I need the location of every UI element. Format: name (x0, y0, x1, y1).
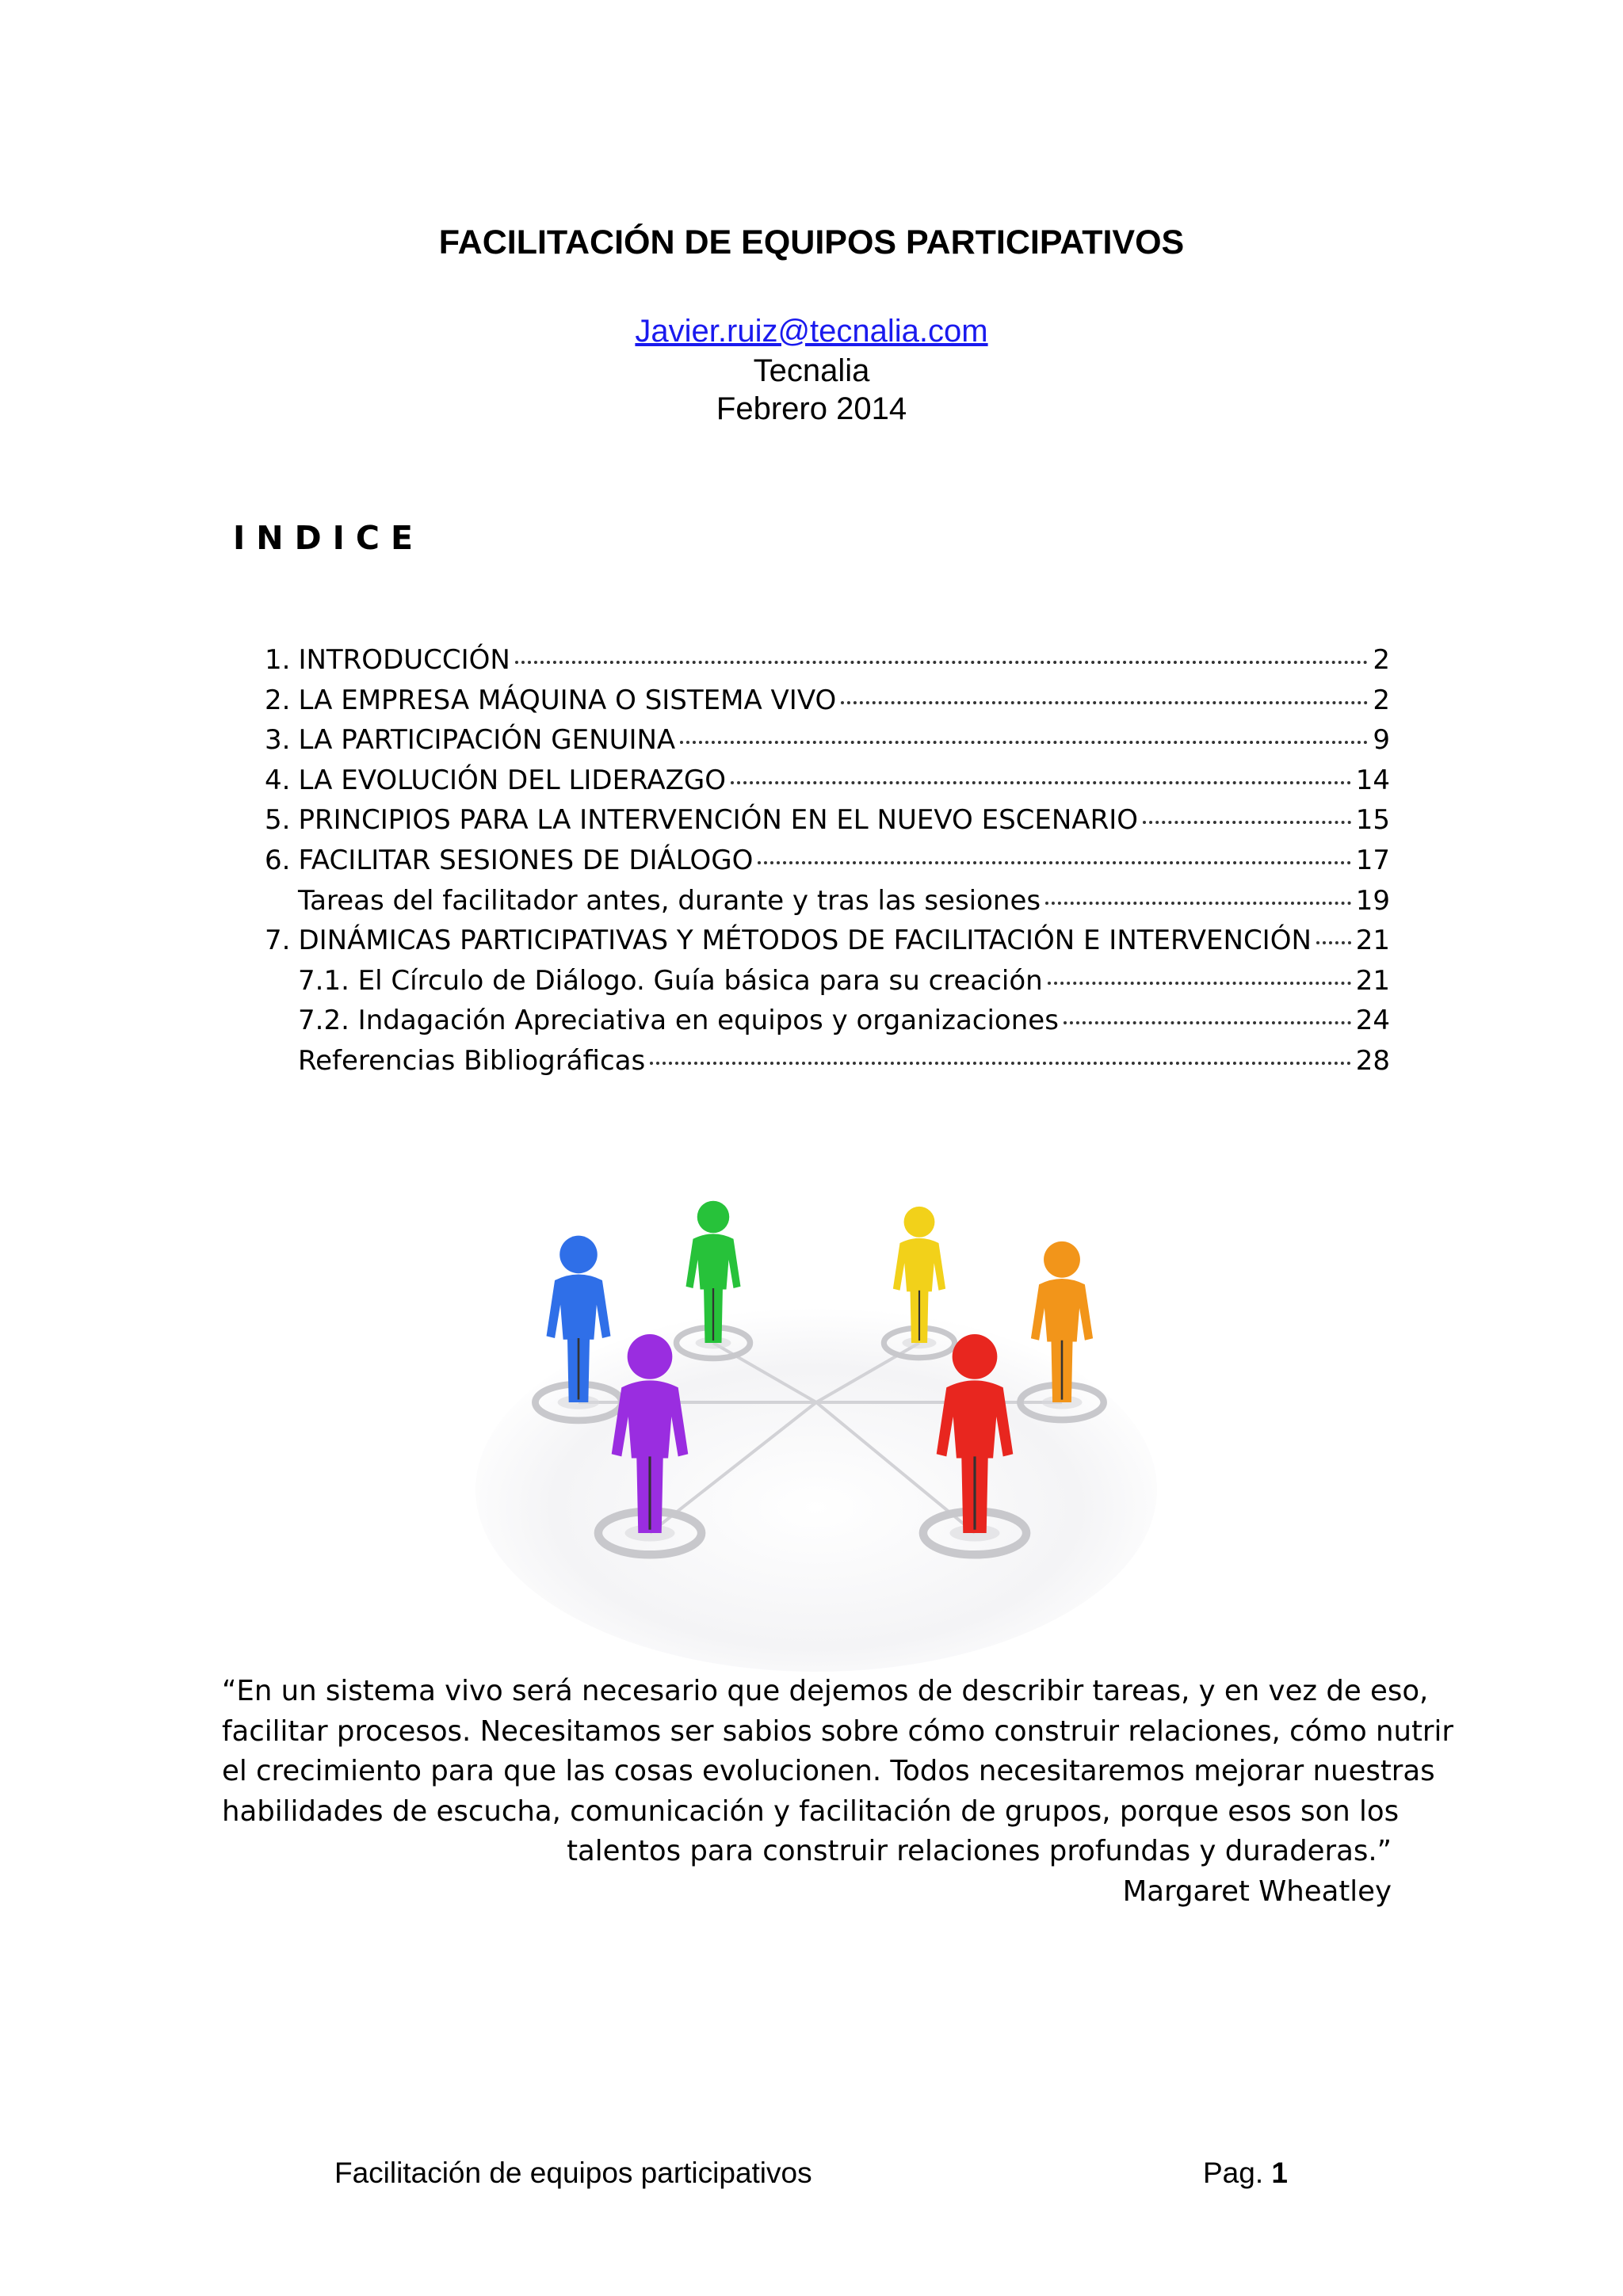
toc-dot-leader (1045, 879, 1351, 905)
toc-dot-leader (650, 1039, 1351, 1065)
page-number-value: 1 (1271, 2157, 1288, 2189)
quote-line: “En un sistema vivo será necesario que dejemos de describir tareas, y en vez de eso, (222, 1675, 1429, 1707)
quote-line: talentos para construir relaciones profundas y duraderas.” (567, 1835, 1392, 1868)
toc-entry-label[interactable]: LA EMPRESA MÁQUINA O SISTEMA VIVO (298, 684, 837, 716)
toc-entry[interactable] (265, 959, 1390, 1000)
document-title: FACILITACIÓN DE EQUIPOS PARTICIPATIVOS (438, 223, 1185, 261)
toc-entry-page: 21 (1355, 925, 1390, 957)
quote-line: facilitar procesos. Necesitamos ser sabios sobre cómo construir relaciones, cómo nutrir (222, 1714, 1453, 1748)
toc-entry[interactable] (265, 919, 1390, 959)
toc-entry[interactable] (265, 639, 1390, 679)
toc-entry-page: 9 (1373, 724, 1390, 757)
document-date: Febrero 2014 (716, 391, 907, 426)
toc-entry-page: 21 (1355, 964, 1390, 997)
toc-dot-leader (758, 839, 1350, 864)
toc-entry-number: 7. (265, 925, 291, 957)
author-email-link[interactable] (0, 314, 1623, 349)
yellow-person-icon (884, 1207, 954, 1358)
toc-entry-page: 2 (1373, 684, 1390, 716)
quote-line: habilidades de escucha, comunicación y facilitación de grupos, porque esos son los (222, 1794, 1400, 1828)
toc-dot-leader (1064, 999, 1351, 1024)
toc-dot-leader (731, 759, 1351, 784)
people-network-graphic (468, 1173, 1165, 1680)
toc-entry-label[interactable]: DINÁMICAS PARTICIPATIVAS Y MÉTODOS DE FACILITACIÓN E INTERVENCIÓN (298, 925, 1312, 957)
index-heading: INDICE (233, 519, 424, 557)
blue-person-icon (535, 1236, 621, 1421)
toc-entry-label[interactable]: 7.2. Indagación Apreciativa en equipos y organizaciones (298, 1005, 1059, 1037)
toc-entry-label[interactable]: LA PARTICIPACIÓN GENUINA (298, 724, 676, 757)
toc-entry[interactable] (265, 999, 1390, 1039)
toc-entry-page: 2 (1373, 644, 1390, 676)
toc-entry[interactable] (265, 679, 1390, 719)
toc-entry[interactable] (265, 879, 1390, 920)
toc-entry-label[interactable]: 7.1. El Círculo de Diálogo. Guía básica para su creación (298, 964, 1043, 997)
toc-entry-label[interactable]: Referencias Bibliográficas (298, 1044, 646, 1077)
toc-dot-leader (841, 679, 1368, 704)
toc-entry-page: 19 (1355, 884, 1390, 917)
toc-entry[interactable] (265, 1039, 1390, 1080)
green-person-icon (677, 1201, 750, 1359)
toc-entry-number: 5. (265, 804, 291, 837)
quote-line: el crecimiento para que las cosas evolucionen. Todos necesitaremos mejorar nuestras (222, 1755, 1435, 1788)
toc-entry-page: 17 (1355, 844, 1390, 876)
toc-entry-page: 24 (1355, 1005, 1390, 1037)
toc-dot-leader (1316, 919, 1351, 944)
footer-document-title: Facilitación de equipos participativos (334, 2157, 812, 2189)
toc-entry-number: 6. (265, 844, 291, 876)
toc-entry-page: 15 (1355, 804, 1390, 837)
toc-entry-label[interactable]: FACILITAR SESIONES DE DIÁLOGO (298, 844, 754, 876)
toc-entry-number: 4. (265, 764, 291, 796)
team-network-illustration (468, 1173, 1165, 1680)
footer-page-number (1203, 2157, 1288, 2190)
toc-entry[interactable] (265, 839, 1390, 879)
toc-dot-leader (1048, 959, 1351, 985)
toc-entry-number: 2. (265, 684, 291, 716)
author-email-text[interactable]: Javier.ruiz@tecnalia.com (635, 314, 988, 349)
toc-entry-page: 14 (1355, 764, 1390, 796)
toc-entry-number: 1. (265, 644, 291, 676)
toc-dot-leader (1143, 799, 1351, 824)
toc-entry-label[interactable]: INTRODUCCIÓN (298, 644, 510, 676)
table-of-contents (265, 639, 1390, 1080)
toc-dot-leader (515, 639, 1369, 664)
wheatley-quote (222, 1672, 1453, 1913)
toc-dot-leader (680, 719, 1368, 744)
toc-entry[interactable] (265, 759, 1390, 799)
toc-entry-page: 28 (1355, 1044, 1390, 1077)
organization-name: Tecnalia (753, 353, 870, 388)
orange-person-icon (1020, 1241, 1103, 1420)
toc-entry[interactable] (265, 719, 1390, 759)
toc-entry-label[interactable]: Tareas del facilitador antes, durante y tras las sesiones (298, 884, 1041, 917)
toc-entry-label[interactable]: LA EVOLUCIÓN DEL LIDERAZGO (298, 764, 727, 796)
toc-entry[interactable] (265, 799, 1390, 839)
toc-entry-label[interactable]: PRINCIPIOS PARA LA INTERVENCIÓN EN EL NUEVO ESCENARIO (298, 804, 1138, 837)
quote-author: Margaret Wheatley (1122, 1875, 1392, 1908)
page-prefix: Pag. (1203, 2157, 1264, 2189)
toc-entry-number: 3. (265, 724, 291, 757)
